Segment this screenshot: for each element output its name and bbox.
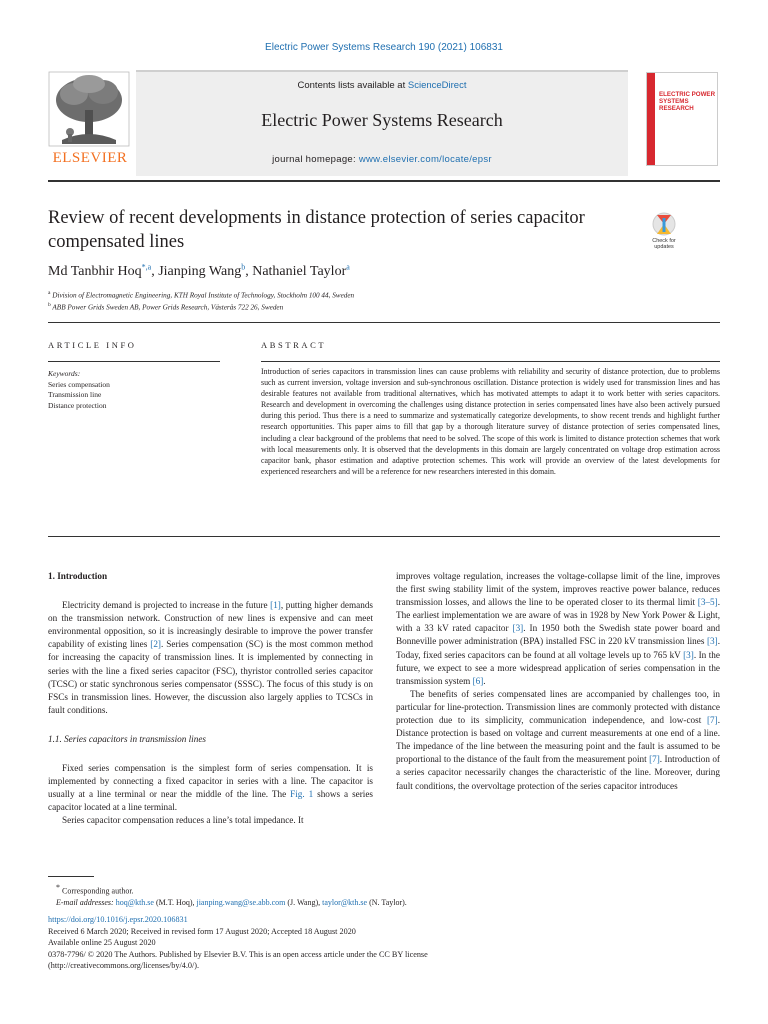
- paragraph: [48, 762, 373, 814]
- contents-prefix: Contents lists available at: [297, 80, 408, 91]
- reference-link[interactable]: [3]: [683, 649, 694, 660]
- affiliation-marker: b: [48, 302, 51, 309]
- text-run: shows a series capacitor located at a line terminal.: [48, 789, 373, 813]
- footnote-divider: [48, 876, 94, 877]
- doi-link[interactable]: https://doi.org/10.1016/j.epsr.2020.106831: [48, 915, 188, 924]
- email-link[interactable]: jianping.wang@se.abb.com: [196, 897, 286, 907]
- corresponding-author-note: [48, 882, 720, 897]
- email-label: E-mail addresses:: [56, 897, 116, 907]
- contents-line: [136, 80, 628, 91]
- reference-link[interactable]: [3]: [512, 623, 524, 634]
- reference-link[interactable]: [1]: [270, 600, 281, 611]
- crossmark-icon: [644, 212, 684, 238]
- email-owner: (N. Taylor).: [367, 897, 407, 907]
- available-online-date: Available online 25 August 2020: [48, 938, 156, 948]
- abstract-bottom-divider: [48, 536, 720, 537]
- email-link[interactable]: taylor@kth.se: [322, 897, 368, 907]
- author-affiliation-link[interactable]: b: [241, 262, 246, 271]
- text-run: , putting higher demands on the transmission network. Construction of new lines is expensive and can meet environmental opposition, so it is increasingly desirable to improve the power transfer capability of existing lines: [48, 600, 373, 650]
- author-separator: ,: [151, 263, 159, 279]
- text-run: . Today, fixed series capacitors can be found at all voltage levels up to 765 kV: [396, 636, 720, 660]
- cover-title-line-1: ELECTRIC POWER: [659, 91, 716, 98]
- section-heading-introduction: 1. Introduction: [48, 571, 108, 581]
- affiliation-text: ABB Power Grids Sweden AB, Power Grids Research, Västerås 722 26, Sweden: [52, 303, 284, 312]
- reference-link[interactable]: [7]: [706, 715, 718, 726]
- text-run: The benefits of series compensated lines are accompanied by challenges too, in particular for line-protection. Transmission lines are commonly protected with distance protection due to its simplicity, communication independence, and low-cost: [396, 688, 720, 726]
- license-line-1: 0378-7796/ © 2020 The Authors. Published by Elsevier B.V. This is an open access article under the CC BY license: [48, 949, 428, 959]
- reference-link[interactable]: [3]: [706, 636, 718, 647]
- cover-title-line-2: SYSTEMS RESEARCH: [659, 98, 694, 112]
- reference-link[interactable]: [2]: [150, 639, 161, 650]
- figure-link[interactable]: Fig. 1: [290, 789, 314, 800]
- text-run: Electricity demand is projected to increase in the future: [62, 600, 271, 611]
- journal-name: Electric Power Systems Research: [261, 110, 503, 130]
- reference-link[interactable]: [3–5]: [697, 597, 718, 608]
- text-run: . Introduction of a series capacitor necessarily changes the characteristic of the line. Moreover, during fault conditions, the overvoltage protection of the series capacitor introduces: [396, 754, 720, 791]
- text-run: . In the future, we expect to see a more widespread application of series compensation in the transmission system: [396, 649, 720, 686]
- author-name: Jianping Wang: [158, 263, 242, 279]
- affiliation-b: [48, 300, 354, 312]
- email-owner: (M.T. Hoq),: [153, 897, 197, 907]
- masthead-banner: [136, 70, 628, 176]
- text-run: . Distance protection is based on voltage and current measurements at one end of a line. The impedance of the line between the measuring point and the fault is assumed to be proportional to the distance of the fault from the measurement point: [396, 715, 720, 765]
- homepage-label: journal homepage:: [272, 154, 359, 165]
- crossmark-label: Check for updates: [652, 238, 676, 250]
- abstract-text: Introduction of series capacitors in transmission lines can cause problems with reliability and security of distance protection, due to problems such as current inversion, voltage inversion and sub-synchronous oscillation. Distance protection is widely used for transmission lines and has desirable features not available from traditional alternatives, which has motivated attempts to adapt it to work better with series capacitors. Research and development in overcoming the challenges using distance protection in series compensated lines have also been actively pursued during this period. Thus there is a need to summarize and systematically categorize developments, to show recent trends and highlight further research opportunities. This paper aims to fill that gap by a thorough literature survey of distance protection of series compensated lines, including a clear background of the problems that need to be solved. The scope of this work is limited to distance protection schemes that work with local measurements only. It is observed that the developments in this domain are largely concentrated on voltage drop estimation across capacitor bank, phasor estimation and adaptive protection schemes. This work will provide an overview of the latest developments for experienced researchers and will be a reference for new researchers interested in this domain.: [261, 367, 720, 476]
- author-affiliation-link[interactable]: *,a: [141, 262, 152, 271]
- abstract-heading: ABSTRACT: [261, 340, 327, 350]
- author-3: [252, 264, 350, 279]
- affiliation-marker: a: [48, 290, 51, 296]
- text-run: . In 1950 both the Swedish state power board and Bonneville power administration (BPA) installed FSC in 220 kV transmission lines: [396, 623, 720, 647]
- keyword: Series compensation: [48, 379, 110, 389]
- reference-link[interactable]: [7]: [649, 754, 660, 765]
- sciencedirect-link[interactable]: ScienceDirect: [407, 80, 467, 91]
- affiliation-text: Division of Electromagnetic Engineering, KTH Royal Institute of Technology, Stockholm 100 44, Sweden: [52, 291, 355, 300]
- masthead-divider: [48, 180, 720, 182]
- publisher-name: ELSEVIER: [52, 150, 128, 166]
- email-owner: (J. Wang),: [285, 897, 323, 907]
- asterisk-marker: *: [56, 883, 60, 892]
- paragraph: Series capacitor compensation reduces a line’s total impedance. It: [62, 815, 304, 826]
- abstract-divider: [261, 361, 720, 362]
- affiliation-list: [48, 288, 354, 313]
- corresponding-author-text: Corresponding author.: [62, 886, 134, 896]
- reference-link[interactable]: [6]: [472, 675, 484, 686]
- footnotes: [48, 882, 720, 908]
- paragraph: [396, 570, 720, 688]
- body-column-right: [396, 570, 720, 793]
- cover-title: [659, 91, 717, 112]
- cover-color-band: [647, 73, 655, 165]
- publication-info: [48, 914, 720, 972]
- affiliation-a: [48, 288, 354, 300]
- journal-masthead: [48, 70, 720, 176]
- text-run: . The earliest implementation we are aware of was in 1928 by New York Power & Light, with a 33 kV rated capacitor: [396, 597, 720, 634]
- article-info-divider: [48, 361, 220, 362]
- author-separator: ,: [245, 263, 253, 279]
- author-name: Nathaniel Taylor: [252, 263, 347, 279]
- license-line-2: (http://creativecommons.org/licenses/by/4.0/).: [48, 961, 200, 971]
- keywords-label: Keywords:: [48, 369, 81, 378]
- keyword: Transmission line: [48, 390, 102, 399]
- journal-homepage-line: [136, 154, 628, 165]
- article-title: Review of recent developments in distance protection of series capacitor compensated lines: [48, 208, 585, 252]
- paragraph: [48, 599, 373, 717]
- journal-cover-thumbnail: [646, 72, 718, 166]
- text-run: .: [483, 675, 486, 686]
- check-for-updates-badge[interactable]: [644, 212, 684, 254]
- text-run: improves voltage regulation, increases the voltage-collapse limit of the line, improves the first swing stability limit of the system, improves reactive power balance, reduces transmission losses, and allows the line to be operated closer to its thermal limit: [396, 571, 720, 608]
- keyword: Distance protection: [48, 400, 107, 410]
- author-list: [48, 262, 350, 280]
- author-name: Md Tanbhir Hoq: [48, 263, 142, 279]
- text-run: Fixed series compensation is the simplest form of series compensation. It is implemented by connecting a fixed capacitor in series with a line. The capacitor is usually at a line terminal or near the middle of the line. The: [48, 763, 373, 800]
- title-divider: [48, 322, 720, 323]
- text-run: . Series compensation (SC) is the most common method for increasing the capacity of transmission lines. It is implemented by connecting in series with the line a fixed series capacitor (FSC), thyristor controlled series capacitor (TCSC) or static synchronous series compensator (SSSC). The focus of this study is on FSCs in transmission lines. However, the discussion also largely applies to TCSCs in fault conditions.: [48, 639, 373, 715]
- email-link[interactable]: hoq@kth.se: [115, 897, 154, 907]
- keywords-block: [48, 369, 110, 411]
- author-affiliation-link[interactable]: a: [346, 262, 350, 271]
- journal-homepage-link[interactable]: www.elsevier.com/locate/epsr: [358, 154, 492, 165]
- author-1: [48, 264, 158, 279]
- paragraph: [396, 688, 720, 793]
- received-dates: Received 6 March 2020; Received in revised form 17 August 2020; Accepted 18 August 2020: [48, 926, 356, 936]
- author-2: [158, 264, 252, 279]
- body-column-left: [48, 570, 373, 828]
- email-addresses: [48, 897, 720, 908]
- journal-citation-link[interactable]: Electric Power Systems Research 190 (2021) 106831: [265, 42, 503, 53]
- article-info-heading: ARTICLE INFO: [48, 340, 137, 350]
- subsection-heading: 1.1. Series capacitors in transmission lines: [48, 733, 206, 744]
